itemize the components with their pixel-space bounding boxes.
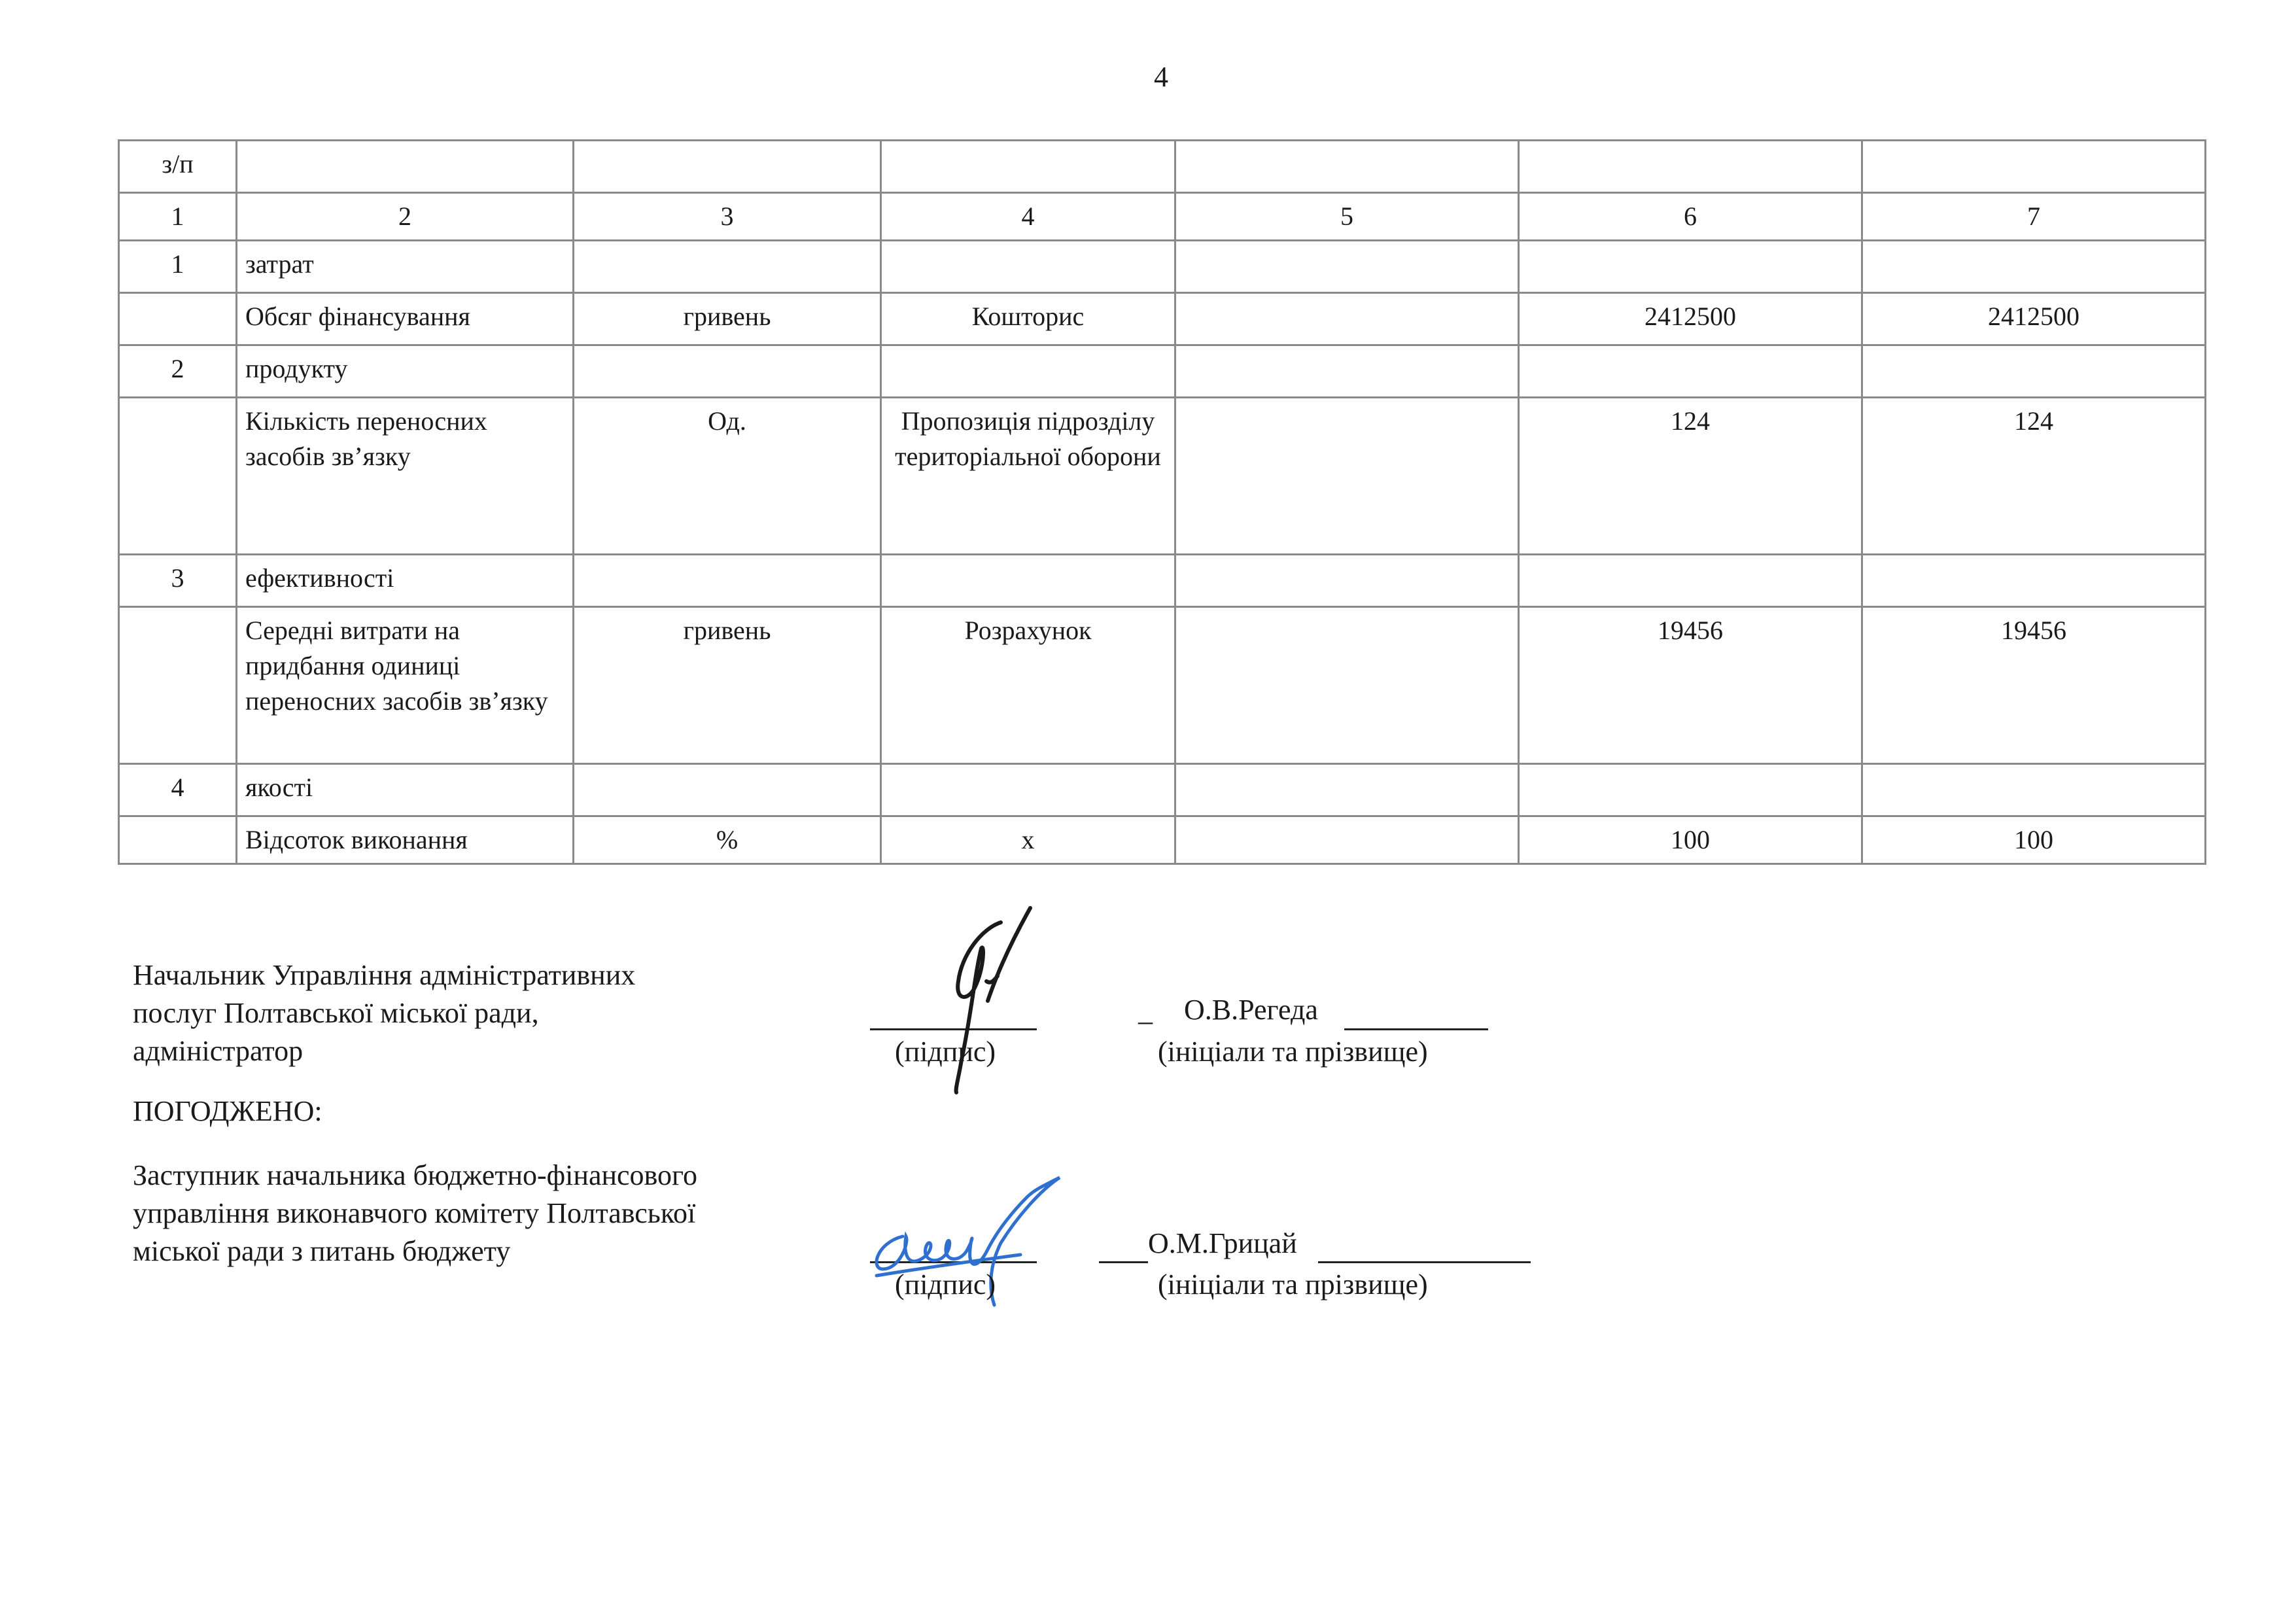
table-cell: 3: [574, 193, 881, 241]
position-line: послуг Полтавської міської ради,: [133, 997, 539, 1029]
table-cell: Пропозиція підрозділу територіальної оборони: [881, 398, 1175, 555]
table-cell: 124: [1862, 398, 2206, 555]
table-cell: 1: [119, 193, 237, 241]
table-cell: [881, 764, 1175, 816]
table-cell: 4: [881, 193, 1175, 241]
table-cell: [574, 555, 881, 607]
name2-underline: [1318, 1261, 1531, 1263]
table-cell: [1519, 241, 1862, 293]
signature1-caption: (підпис): [895, 1036, 996, 1068]
table-row: [119, 398, 2206, 555]
table-cell: 4: [119, 764, 237, 816]
table-cell: Кошторис: [881, 293, 1175, 345]
table-cell: 19456: [1862, 607, 2206, 764]
table-cell: Обсяг фінансування: [237, 293, 574, 345]
table-cell: [1175, 141, 1519, 193]
table-cell: х: [881, 816, 1175, 864]
indicators-table: [118, 139, 2206, 865]
table-cell: [1519, 141, 1862, 193]
signature2-caption: (підпис): [895, 1268, 996, 1300]
signatory1-position: [133, 956, 635, 1070]
table-row: [119, 555, 2206, 607]
table-cell: [1862, 241, 2206, 293]
signatory1-name: О.В.Регеда: [1184, 994, 1318, 1026]
position-line: адміністратор: [133, 1035, 304, 1067]
table-cell: [1862, 345, 2206, 398]
table-cell: [1175, 764, 1519, 816]
table-cell: 5: [1175, 193, 1519, 241]
table-cell: %: [574, 816, 881, 864]
table-cell: [574, 345, 881, 398]
table-row: [119, 607, 2206, 764]
table-cell: [119, 293, 237, 345]
table-row: [119, 816, 2206, 864]
table-row: [119, 141, 2206, 193]
table-cell: 19456: [1519, 607, 1862, 764]
indicators-table-body: [119, 141, 2206, 864]
table-cell: [119, 816, 237, 864]
position-line: міської ради з питань бюджету: [133, 1235, 511, 1267]
table-cell: 1: [119, 241, 237, 293]
table-row: [119, 293, 2206, 345]
table-cell: продукту: [237, 345, 574, 398]
table-cell: [881, 345, 1175, 398]
table-cell: [1175, 555, 1519, 607]
table-cell: 2: [119, 345, 237, 398]
table-cell: [1519, 345, 1862, 398]
name2-caption: (ініціали та прізвище): [1158, 1268, 1428, 1300]
table-cell: [881, 241, 1175, 293]
table-cell: [881, 555, 1175, 607]
signature1-mark: [909, 903, 1060, 1099]
table-cell: Розрахунок: [881, 607, 1175, 764]
table-cell: [574, 141, 881, 193]
table-cell: [1175, 607, 1519, 764]
table-cell: [574, 241, 881, 293]
table-cell: 124: [1519, 398, 1862, 555]
table-cell: 2: [237, 193, 574, 241]
table-cell: якості: [237, 764, 574, 816]
table-cell: [1862, 555, 2206, 607]
position-line: Заступник начальника бюджетно-фінансового: [133, 1159, 697, 1191]
table-cell: з/п: [119, 141, 237, 193]
table-cell: [119, 607, 237, 764]
table-cell: [1175, 398, 1519, 555]
table-cell: [1862, 141, 2206, 193]
table-cell: [1862, 764, 2206, 816]
table-cell: Од.: [574, 398, 881, 555]
table-cell: [1519, 555, 1862, 607]
table-cell: гривень: [574, 293, 881, 345]
table-cell: ефективності: [237, 555, 574, 607]
table-cell: [881, 141, 1175, 193]
table-cell: 100: [1519, 816, 1862, 864]
table-cell: 7: [1862, 193, 2206, 241]
table-row: [119, 345, 2206, 398]
table-cell: 2412500: [1519, 293, 1862, 345]
table-row: [119, 241, 2206, 293]
table-cell: 6: [1519, 193, 1862, 241]
name1-caption: (ініціали та прізвище): [1158, 1036, 1428, 1068]
signatory1-prefix: _: [1138, 995, 1153, 1027]
table-cell: [1175, 241, 1519, 293]
name2-leading-underline: [1099, 1261, 1148, 1263]
position-line: Начальник Управління адміністративних: [133, 959, 636, 991]
table-cell: Середні витрати на придбання одиниці переносних засобів зв’язку: [237, 607, 574, 764]
table-cell: 3: [119, 555, 237, 607]
signatory2-position: [133, 1157, 697, 1270]
position-line: управління виконавчого комітету Полтавської: [133, 1197, 696, 1229]
name1-underline: [1344, 1028, 1488, 1030]
table-cell: [574, 764, 881, 816]
approval-label: ПОГОДЖЕНО:: [133, 1095, 322, 1127]
table-cell: [1175, 293, 1519, 345]
signatory2-name: О.М.Грицай: [1148, 1227, 1297, 1259]
table-cell: [1175, 816, 1519, 864]
table-cell: Кількість переносних засобів зв’язку: [237, 398, 574, 555]
table-cell: [119, 398, 237, 555]
table-cell: Відсоток виконання: [237, 816, 574, 864]
table-cell: 100: [1862, 816, 2206, 864]
table-cell: [237, 141, 574, 193]
table-row: [119, 764, 2206, 816]
page-number: 4: [1154, 61, 1168, 93]
table-cell: [1519, 764, 1862, 816]
table-cell: гривень: [574, 607, 881, 764]
table-row: [119, 193, 2206, 241]
table-cell: затрат: [237, 241, 574, 293]
table-cell: [1175, 345, 1519, 398]
table-cell: 2412500: [1862, 293, 2206, 345]
